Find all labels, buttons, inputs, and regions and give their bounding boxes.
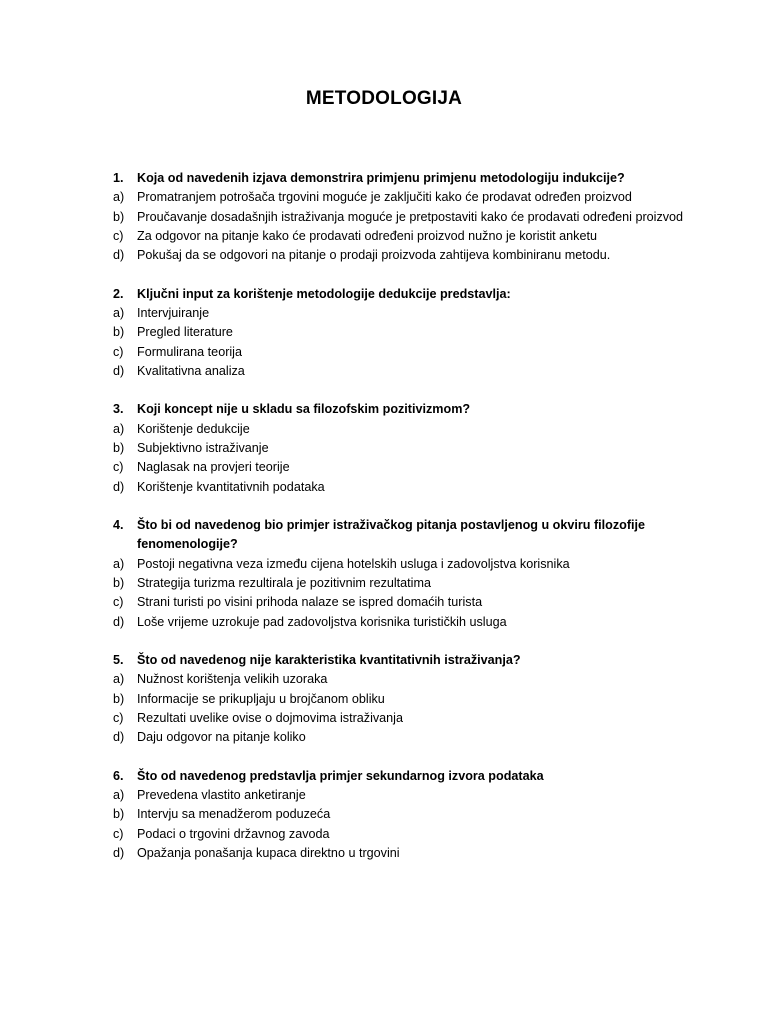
answer-option-text: Loše vrijeme uzrokuje pad zadovoljstva korisnika turističkih usluga bbox=[137, 614, 507, 629]
question-heading bbox=[113, 169, 693, 188]
answer-option-letter: a) bbox=[113, 421, 125, 436]
answer-option-text: Proučavanje dosadašnjih istraživanja moguće je pretpostaviti kako će prodavati određeni proizvod bbox=[137, 209, 684, 224]
answer-option bbox=[113, 208, 693, 227]
answer-option-letter: c) bbox=[113, 595, 124, 610]
answer-option-text: Strani turisti po visini prihoda nalaze se ispred domaćih turista bbox=[137, 595, 483, 610]
answer-option bbox=[113, 574, 693, 593]
answer-option-letter: a) bbox=[113, 190, 125, 205]
answer-option-text: Rezultati uvelike ovise o dojmovima istraživanja bbox=[137, 710, 403, 725]
answer-option-letter: b) bbox=[113, 575, 125, 590]
answer-option-letter: d) bbox=[113, 479, 125, 494]
answer-option-text: Podaci o trgovini državnog zavoda bbox=[137, 826, 330, 841]
question-4 bbox=[113, 516, 693, 632]
question-text: Što bi od navedenog bio primjer istraživačkog pitanja postavljenog u okviru filozofije fenomenologije? bbox=[137, 518, 646, 552]
answer-option bbox=[113, 323, 693, 342]
question-5 bbox=[113, 651, 693, 747]
answer-option bbox=[113, 188, 693, 207]
answer-option-text: Korištenje dedukcije bbox=[137, 421, 250, 436]
answer-option-letter: b) bbox=[113, 209, 125, 224]
answer-option-text: Nužnost korištenja velikih uzoraka bbox=[137, 672, 328, 687]
question-number: 5. bbox=[113, 652, 124, 667]
question-number: 6. bbox=[113, 768, 124, 783]
answer-option bbox=[113, 304, 693, 323]
question-1 bbox=[113, 169, 693, 265]
answer-option bbox=[113, 825, 693, 844]
answer-option bbox=[113, 439, 693, 458]
answer-option bbox=[113, 709, 693, 728]
answer-option-text: Za odgovor na pitanje kako će prodavati određeni proizvod nužno je koristit anketu bbox=[137, 228, 597, 243]
answer-option bbox=[113, 555, 693, 574]
answer-option-letter: d) bbox=[113, 363, 125, 378]
answer-option bbox=[113, 458, 693, 477]
question-text: Što od navedenog nije karakteristika kvantitativnih istraživanja? bbox=[137, 652, 521, 667]
answer-option-letter: d) bbox=[113, 614, 125, 629]
answer-option bbox=[113, 670, 693, 689]
question-number: 1. bbox=[113, 171, 124, 185]
answer-option-text: Daju odgovor na pitanje koliko bbox=[137, 730, 306, 745]
question-list bbox=[113, 169, 693, 882]
answer-option bbox=[113, 690, 693, 709]
answer-option-text: Kvalitativna analiza bbox=[137, 363, 245, 378]
answer-option-text: Formulirana teorija bbox=[137, 344, 242, 359]
answer-option bbox=[113, 786, 693, 805]
question-text: Ključni input za korištenje metodologije dedukcije predstavlja: bbox=[137, 286, 511, 301]
answer-option bbox=[113, 343, 693, 362]
answer-option-letter: c) bbox=[113, 710, 124, 725]
question-number: 2. bbox=[113, 286, 124, 301]
answer-option bbox=[113, 844, 693, 863]
question-2 bbox=[113, 285, 693, 381]
answer-option bbox=[113, 613, 693, 632]
answer-option bbox=[113, 420, 693, 439]
answer-option-letter: b) bbox=[113, 325, 125, 340]
answer-option bbox=[113, 728, 693, 747]
question-heading bbox=[113, 516, 693, 555]
answer-option-text: Opažanja ponašanja kupaca direktno u trgovini bbox=[137, 845, 400, 860]
answer-option-letter: b) bbox=[113, 691, 125, 706]
answer-option-letter: a) bbox=[113, 672, 125, 687]
question-heading bbox=[113, 651, 693, 670]
answer-option-text: Prevedena vlastito anketiranje bbox=[137, 787, 306, 802]
answer-option-letter: a) bbox=[113, 305, 125, 320]
answer-option-letter: a) bbox=[113, 556, 125, 571]
question-heading bbox=[113, 285, 693, 304]
question-text: Koji koncept nije u skladu sa filozofskim pozitivizmom? bbox=[137, 402, 471, 417]
answer-option-letter: c) bbox=[113, 228, 124, 243]
answer-option-text: Naglasak na provjeri teorije bbox=[137, 460, 290, 475]
document-title: METODOLOGIJA bbox=[305, 88, 463, 109]
answer-option-letter: b) bbox=[113, 440, 125, 455]
answer-option-text: Promatranjem potrošača trgovini moguće je zaključiti kako će prodavat određen proizvod bbox=[137, 190, 632, 205]
answer-option bbox=[113, 227, 693, 246]
question-number: 4. bbox=[113, 518, 124, 533]
answer-option bbox=[113, 478, 693, 497]
question-6 bbox=[113, 767, 693, 863]
question-text: Što od navedenog predstavlja primjer sekundarnog izvora podataka bbox=[137, 768, 544, 783]
answer-option-letter: b) bbox=[113, 807, 125, 822]
question-heading bbox=[113, 767, 693, 786]
answer-option-letter: c) bbox=[113, 460, 124, 475]
answer-option-letter: a) bbox=[113, 787, 125, 802]
question-text: Koja od navedenih izjava demonstrira primjenu primjenu metodologiju indukcije? bbox=[137, 171, 625, 185]
answer-option bbox=[113, 362, 693, 381]
answer-option bbox=[113, 805, 693, 824]
answer-option-text: Strategija turizma rezultirala je pozitivnim rezultatima bbox=[137, 575, 431, 590]
answer-option-letter: d) bbox=[113, 845, 125, 860]
answer-option-text: Pokušaj da se odgovori na pitanje o prodaji proizvoda zahtijeva kombiniranu metodu. bbox=[137, 248, 611, 263]
answer-option-text: Korištenje kvantitativnih podataka bbox=[137, 479, 325, 494]
answer-option-letter: d) bbox=[113, 730, 125, 745]
answer-option-text: Pregled literature bbox=[137, 325, 233, 340]
question-heading bbox=[113, 400, 693, 419]
answer-option-text: Intervju sa menadžerom poduzeća bbox=[137, 807, 331, 822]
answer-option-text: Informacije se prikupljaju u brojčanom obliku bbox=[137, 691, 385, 706]
answer-option-text: Intervjuiranje bbox=[137, 305, 210, 320]
answer-option-letter: d) bbox=[113, 248, 125, 263]
answer-option bbox=[113, 593, 693, 612]
answer-option-letter: c) bbox=[113, 826, 124, 841]
answer-option-text: Postoji negativna veza između cijena hotelskih usluga i zadovoljstva korisnika bbox=[137, 556, 570, 571]
answer-option bbox=[113, 246, 693, 265]
answer-option-text: Subjektivno istraživanje bbox=[137, 440, 269, 455]
question-3 bbox=[113, 400, 693, 496]
answer-option-letter: c) bbox=[113, 344, 124, 359]
question-number: 3. bbox=[113, 402, 124, 417]
